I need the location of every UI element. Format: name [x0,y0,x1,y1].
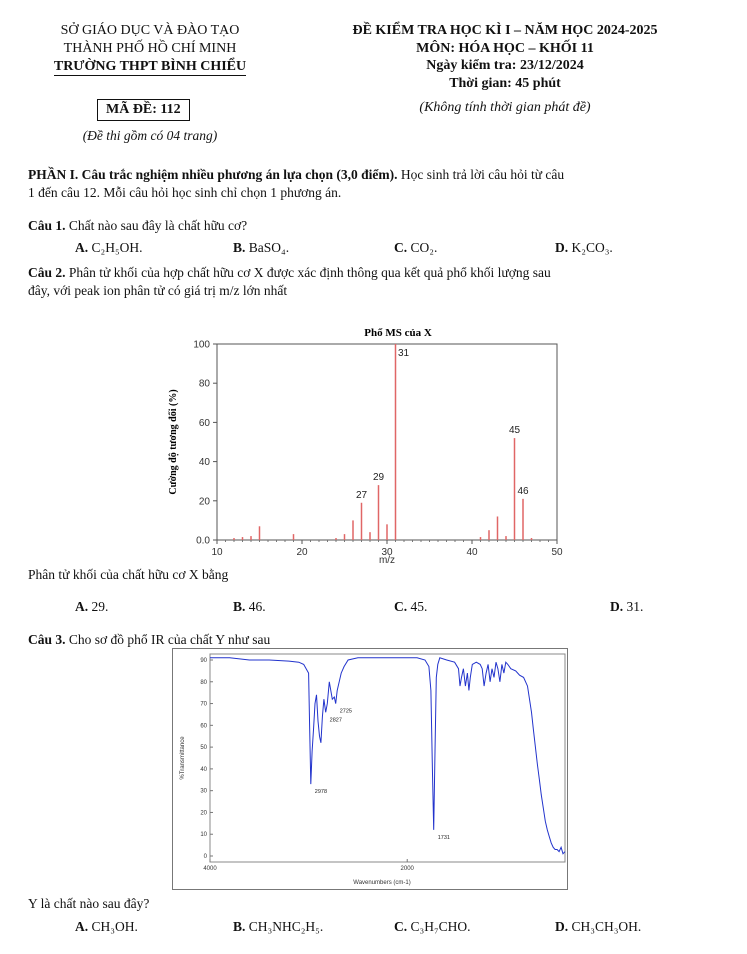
q2-option-b-text: 46. [248,599,266,614]
ir-peak-annotation: 2725 [339,708,352,715]
q1-option-c-text: CO₂. [410,240,438,255]
pages-note: (Đề thi gồm có 04 trang) [82,128,218,143]
school-name [30,58,270,76]
q1-option-d-text: K₂CO₃. [571,240,613,255]
city-name: THÀNH PHỐ HỒ CHÍ MINH [63,41,237,56]
q1-option-d-label: D. [555,240,569,255]
q2-option-d-label: D. [610,599,624,614]
exam-duration: Thời gian: 45 phút [449,75,561,91]
ir-spectrum-chart [172,648,568,890]
ir-peak-annotation: 1731 [437,834,450,841]
ms-peaks [234,344,532,540]
header-right [295,22,715,92]
ms-y-tick-label: 80 [198,378,210,390]
ir-peak-annotation: 2978 [314,789,328,796]
q1-option-d [555,240,613,256]
ms-x-tick-label: 30 [381,547,393,558]
q2-option-c-label: C. [394,599,408,614]
q3-label: Câu 3. [28,632,66,647]
ir-y-tick-label: 0 [203,854,207,860]
q3-option-a [75,919,138,935]
q2-option-d-text: 31. [626,599,644,614]
ir-y-tick-label: 40 [200,766,207,773]
ms-peak-label: 31 [397,348,410,359]
ms-y-ticks [193,340,217,547]
q1-text: Chất nào sau đây là chất hữu cơ? [65,218,248,233]
q2-label: Câu 2. [28,265,66,280]
q3-option-d-text: CH₃CH₃OH. [571,919,642,934]
ms-x-tick-label: 50 [551,547,563,558]
q3-option-c-label: C. [394,919,408,934]
ir-x-tick-label: 2000 [400,866,414,872]
q2-option-c [394,599,427,615]
ir-x-axis-label: Wavenumbers (cm-1) [353,880,411,886]
ms-chart-title: Phổ MS của X [364,327,432,339]
ir-y-tick-label: 10 [200,832,207,839]
header-left [30,22,270,76]
ms-peak-label: 45 [508,425,521,437]
q3-option-b [233,919,323,935]
q1-option-a-label: A. [75,240,89,255]
q2-text-line2: đây, với peak ion phân tử có giá trị m/z lớn nhất [28,283,288,299]
ir-y-tick-label: 70 [200,701,207,708]
q3-stem [28,632,270,648]
q3-option-c [394,919,471,935]
school-name-text: TRƯỜNG THPT BÌNH CHIỂU [53,59,247,74]
ir-y-tick-label: 30 [200,788,207,795]
ms-spectrum-chart [160,320,590,570]
ms-peak-label: 29 [372,472,385,484]
exam-code-box: MÃ ĐỀ: 112 [97,99,190,121]
q2-after-text: Phân tử khối của chất hữu cơ X bằng [28,567,229,582]
q3-text: Cho sơ đồ phổ IR của chất Y như sau [65,632,271,647]
ms-x-tick-label: 40 [466,547,478,558]
part1-intro [28,166,728,202]
ir-peak-annotation: 2827 [329,717,342,724]
q2-option-c-text: 45. [410,599,428,614]
ir-y-axis-label: %Transmittance [180,736,186,780]
q2-option-a-text: 29. [91,599,109,614]
q2-option-d [610,599,643,615]
ms-y-tick-label: 20 [198,496,210,508]
q1-option-c [394,240,437,256]
part1-instruction-line1: Học sinh trả lời câu hỏi từ câu [397,167,565,182]
q2-text-line1: Phân tử khối của hợp chất hữu cơ X được xác định thông qua kết quả phổ khối lượng sau [65,265,551,280]
q3-option-d-label: D. [555,919,569,934]
q2-stem [28,264,728,300]
ms-y-tick-label: 40 [198,457,210,469]
q3-after-text: Y là chất nào sau đây? [28,896,150,911]
subject-line: MÔN: HÓA HỌC – KHỐI 11 [416,40,594,56]
q1-option-a [75,240,143,256]
ms-x-axis-label: m/z [378,555,396,566]
q3-option-b-text: CH₃NHC₂H₅. [248,919,324,934]
q3-option-c-text: C₃H₇CHO. [410,919,471,934]
q1-option-b-label: B. [233,240,246,255]
ir-x-tick-label: 4000 [203,866,217,872]
time-note: (Không tính thời gian phát đề) [419,100,591,115]
ms-y-tick-label: 100 [193,339,210,351]
q3-option-a-text: CH₃OH. [91,919,138,934]
ir-outer-frame [173,649,568,890]
q1-stem [28,218,247,234]
q2-option-a [75,599,108,615]
part1-title: PHẦN I. Câu trắc nghiệm nhiều phương án lựa chọn (3,0 điểm). [28,167,398,182]
ms-peak-label: 46 [517,485,529,497]
ms-y-axis-label: Cường độ tương đối (%) [168,389,179,495]
q1-option-b [233,240,289,256]
ms-x-tick-label: 10 [211,547,223,558]
exam-title: ĐỀ KIỂM TRA HỌC KÌ I – NĂM HỌC 2024-2025 [352,23,658,38]
q2-option-b [233,599,266,615]
q2-option-a-label: A. [75,599,89,614]
q1-label: Câu 1. [28,218,66,233]
q3-option-d [555,919,641,935]
ms-y-tick-label: 0.0 [196,535,210,547]
ir-y-tick-label: 80 [200,679,207,686]
ir-y-tick-label: 90 [200,658,207,664]
ms-y-tick-label: 60 [198,417,210,429]
ir-y-tick-label: 20 [200,810,207,817]
q1-option-a-text: C₂H₅OH. [91,240,143,255]
q1-option-b-text: BaSO₄. [248,240,290,255]
department-name: SỞ GIÁO DỤC VÀ ĐÀO TẠO [60,23,240,38]
ir-y-tick-label: 60 [200,723,207,730]
ms-plot-frame [217,344,557,540]
exam-date: Ngày kiểm tra: 23/12/2024 [426,58,584,73]
ms-peak-label: 27 [355,489,368,501]
q2-option-b-label: B. [233,599,246,614]
ms-peak-labels [356,348,529,501]
ir-y-tick-label: 50 [200,745,207,752]
q3-option-b-label: B. [233,919,246,934]
ms-x-tick-label: 20 [296,547,308,558]
part1-instruction-line2: 1 đến câu 12. Mỗi câu hỏi học sinh chỉ chọn 1 phương án. [28,185,342,201]
q1-option-c-label: C. [394,240,408,255]
q3-option-a-label: A. [75,919,89,934]
